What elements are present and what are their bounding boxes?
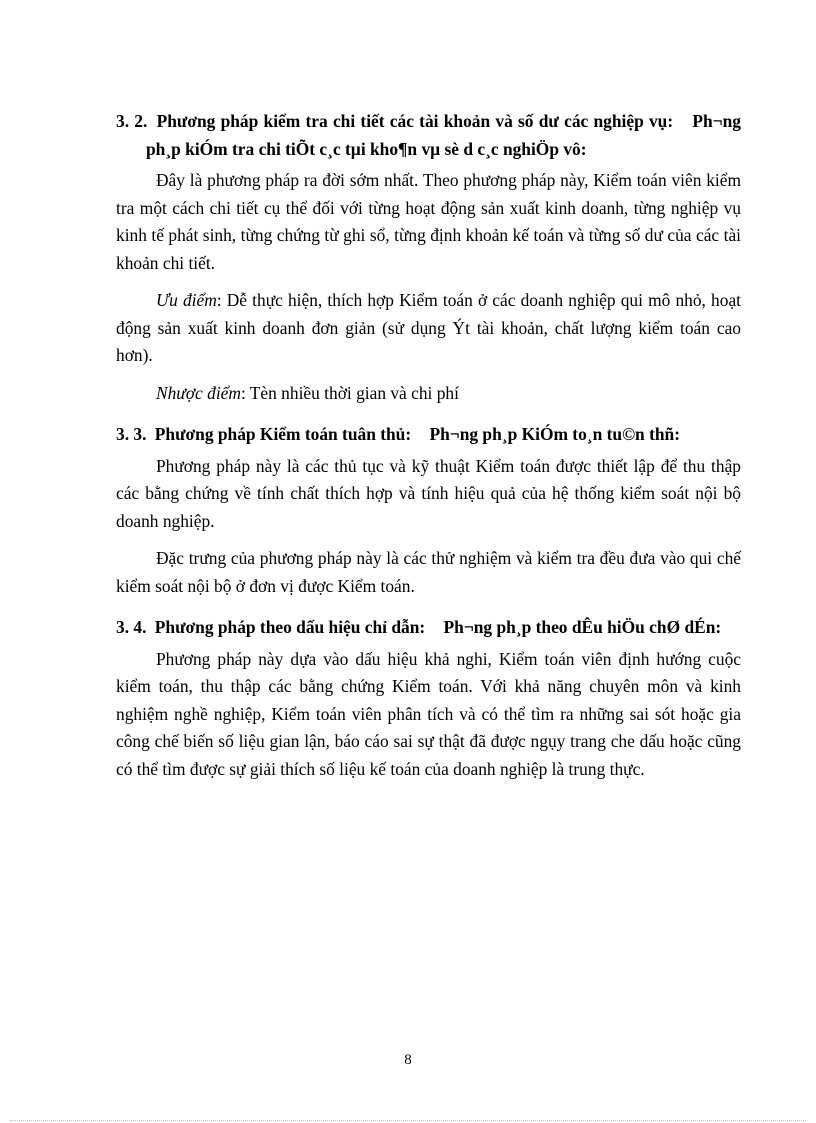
- advantages-label: Ưu điểm: [156, 290, 217, 310]
- section-heading-3-3: [116, 421, 741, 449]
- section-heading-3-2: [116, 108, 741, 163]
- section-title: Phương pháp Kiểm toán tuân thủ:: [154, 424, 412, 444]
- paragraph: [116, 167, 741, 277]
- paragraph: [116, 545, 741, 600]
- page-number: 8: [404, 1052, 412, 1068]
- section-heading-3-4: [116, 614, 741, 642]
- section-title-legacy-encoding: Ph¬ng ph¸p theo dÊu hiÖu chØ dÉn:: [443, 617, 722, 637]
- paragraph-text: Đặc trưng của phương pháp này là các thử nghiệm và kiểm tra đều đưa vào qui chế kiểm soát nội bộ ở đơn vị được Kiểm toán.: [116, 548, 741, 596]
- paragraph-text: Phương pháp này là các thủ tục và kỹ thuật Kiểm toán được thiết lập để thu thập các bằng chứng về tính chất thích hợp và tính hiệu quả của hệ thống kiểm soát nội bộ doanh nghiệp.: [116, 455, 741, 531]
- page-body: [116, 108, 741, 783]
- section-number: 3. 2.: [116, 111, 148, 131]
- section-number: 3. 3.: [116, 424, 147, 444]
- paragraph: [116, 646, 741, 784]
- paragraph-text: Phương pháp này dựa vào dấu hiệu khả nghi, Kiểm toán viên định hướng cuộc kiểm toán, thu thập các bằng chứng Kiểm toán. Với khả năng chuyên môn và kinh nghiệm nghề nghiệp, Kiểm toán viên phân tích và có thể tìm ra những sai sót hoặc gia công chế biến số liệu gian lận, báo cáo sai sự thật đã được ngụy trang che dấu hoặc cũng có thể tìm được sự giải thích số liệu kế toán của doanh nghiệp là trung thực.: [116, 648, 741, 779]
- page-bottom-divider: [10, 1120, 806, 1121]
- paragraph-text: : Dễ thực hiện, thích hợp Kiểm toán ở các doanh nghiệp qui mô nhỏ, hoạt động sản xuất kinh doanh đơn giản (sử dụng Ýt tài khoản, chất lượng kiểm toán cao hơn).: [116, 290, 741, 365]
- disadvantages-label: Nhược điểm: [156, 382, 241, 403]
- section-number: 3. 4.: [116, 617, 147, 637]
- paragraph-advantages: [116, 287, 741, 370]
- paragraph: [116, 453, 741, 536]
- section-title-legacy-encoding: Ph¬ng ph¸p kiÓm tra chi tiÕt c¸c tµi kho¶n vµ sè d c¸c nghiÖp vô:: [146, 111, 741, 159]
- section-title-legacy-encoding: Ph¬ng ph¸p KiÓm to¸n tu©n thñ:: [429, 424, 681, 444]
- paragraph-disadvantages: [116, 380, 741, 408]
- section-title: Phương pháp kiểm tra chi tiết các tài khoản và số dư các nghiệp vụ:: [156, 111, 674, 131]
- paragraph-text: Đây là phương pháp ra đời sớm nhất. Theo phương pháp này, Kiểm toán viên kiểm tra một cách chi tiết cụ thể đối với từng hoạt động sản xuất kinh doanh, từng nghiệp vụ kinh tế phát sinh, từng chứng từ ghi sổ, từng định khoản kế toán và từng số dư của các tài khoản chi tiết.: [116, 170, 741, 273]
- section-title: Phương pháp theo dấu hiệu chỉ dẫn:: [154, 617, 426, 637]
- paragraph-text: : Tèn nhiều thời gian và chi phí: [240, 382, 459, 403]
